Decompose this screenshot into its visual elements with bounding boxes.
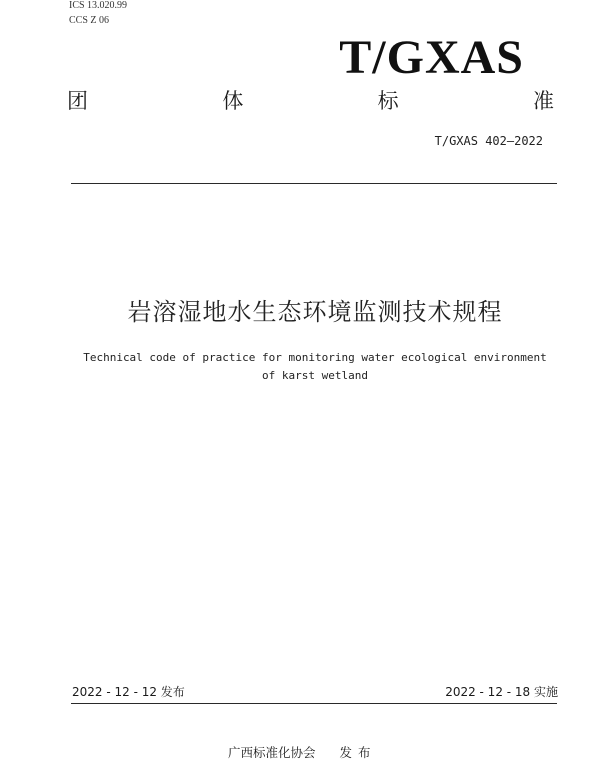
english-title-line: of karst wetland xyxy=(262,369,368,382)
standard-type xyxy=(67,86,554,116)
standard-number: T/GXAS 402—2022 xyxy=(434,134,543,148)
ccs-code: CCS Z 06 xyxy=(69,15,110,26)
standard-type-char: 准 xyxy=(532,89,554,113)
standard-type-char: 标 xyxy=(377,89,399,113)
implementation-date: 2022 - 12 - 18 实施 xyxy=(445,685,558,699)
standard-type-char: 团 xyxy=(67,89,88,113)
bottom-divider xyxy=(71,703,557,704)
issue-date: 2022 - 12 - 12 发布 xyxy=(72,685,185,699)
document-title-english xyxy=(64,349,566,385)
top-divider xyxy=(71,183,557,184)
publisher-action: 发布 xyxy=(339,745,377,760)
publisher xyxy=(228,745,377,761)
english-title-line: Technical code of practice for monitoring water ecological environment xyxy=(83,351,547,364)
standard-logo: T/GXAS xyxy=(339,31,524,84)
standard-type-char: 体 xyxy=(222,89,244,113)
ics-code: ICS 13.020.99 xyxy=(69,0,128,11)
document-title-chinese: 岩溶湿地水生态环境监测技术规程 xyxy=(127,298,503,326)
publisher-name: 广西标准化协会 xyxy=(228,745,316,760)
